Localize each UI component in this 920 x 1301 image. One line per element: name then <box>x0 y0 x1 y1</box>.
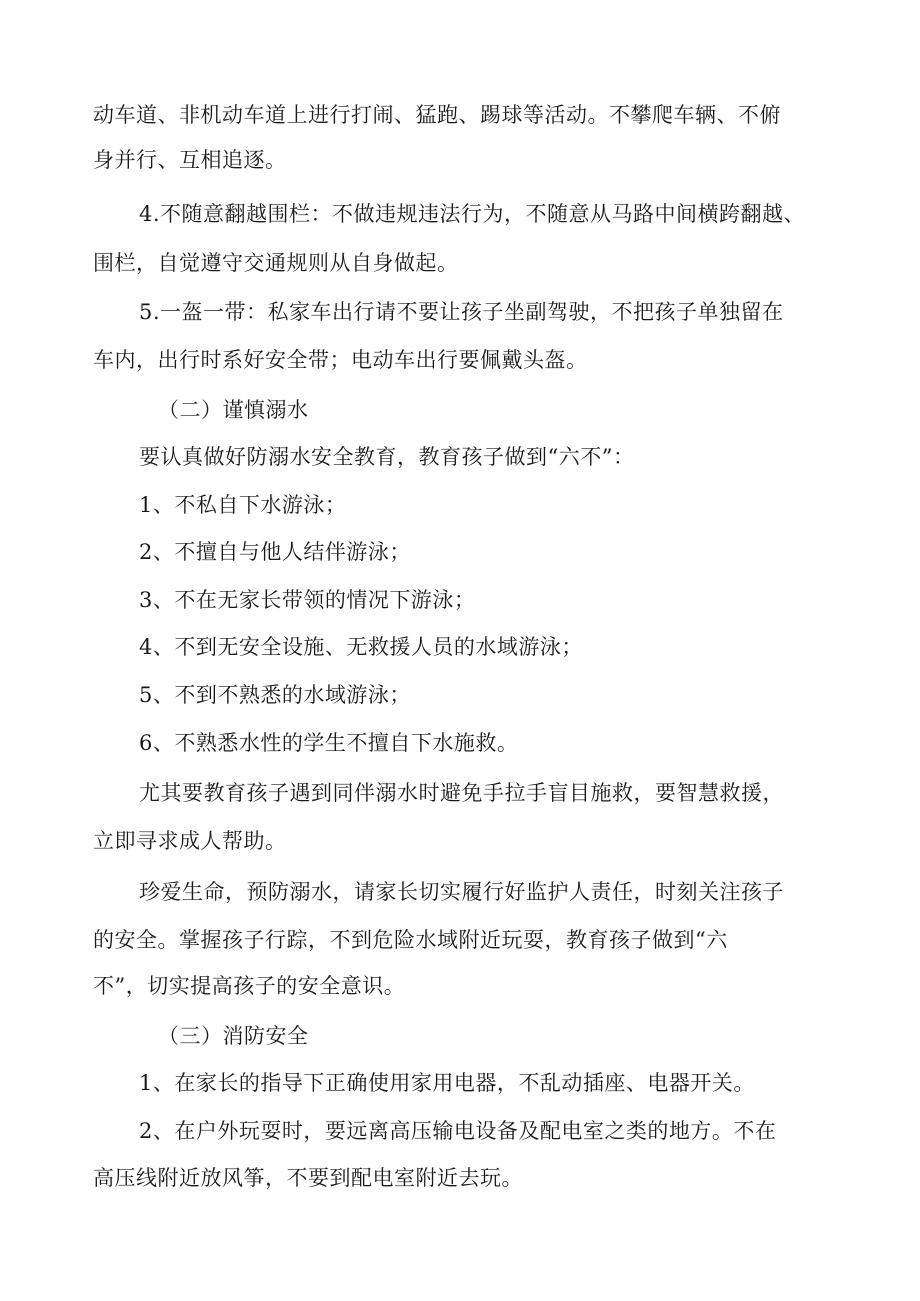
list-item: 3、不在无家长带领的情况下游泳； <box>139 588 476 612</box>
list-item: 1、不私自下水游泳； <box>139 493 347 517</box>
list-item: 5、不到不熟悉的水域游泳； <box>139 683 411 707</box>
text-line: 珍爱生命，预防溺水，请家长切实履行好监护人责任，时刻关注孩子 <box>139 880 784 904</box>
text-line: 围栏，自觉遵守交通规则从自身做起。 <box>93 251 459 275</box>
text-line: 车内，出行时系好安全带；电动车出行要佩戴头盔。 <box>93 348 588 372</box>
text-line: 要认真做好防溺水安全教育，教育孩子做到“六不”： <box>139 445 635 469</box>
text-line: 2、在户外玩耍时，要远离高压输电设备及配电室之类的地方。不在 <box>139 1119 777 1143</box>
text-line: 尤其要教育孩子遇到同伴溺水时避免手拉手盲目施救，要智慧救援， <box>139 781 784 805</box>
list-item: 2、不擅自与他人结伴游泳； <box>139 540 411 564</box>
text-line: 5.一盔一带：私家车出行请不要让孩子坐副驾驶，不把孩子单独留在 <box>139 300 784 324</box>
text-line: 1、在家长的指导下正确使用家用电器，不乱动插座、电器开关。 <box>139 1071 755 1095</box>
list-item: 6、不熟悉水性的学生不擅自下水施救。 <box>139 731 519 755</box>
text-line: 的安全。掌握孩子行踪，不到危险水域附近玩耍，教育孩子做到“六 <box>93 928 728 952</box>
text-line: 高压线附近放风筝，不要到配电室附近去玩。 <box>93 1166 523 1190</box>
text-line: 身并行、互相追逐。 <box>93 148 287 172</box>
list-item: 4、不到无安全设施、无救援人员的水域游泳； <box>139 635 583 659</box>
text-line: 不”，切实提高孩子的安全意识。 <box>93 974 406 998</box>
section-heading: （二）谨慎溺水 <box>158 398 309 422</box>
section-heading: （三）消防安全 <box>158 1024 309 1048</box>
text-line: 立即寻求成人帮助。 <box>93 829 287 853</box>
text-line: 4.不随意翻越围栏：不做违规违法行为，不随意从马路中间横跨翻越、 <box>139 202 806 226</box>
text-line: 动车道、非机动车道上进行打闹、猛跑、踢球等活动。不攀爬车辆、不俯 <box>93 103 781 127</box>
